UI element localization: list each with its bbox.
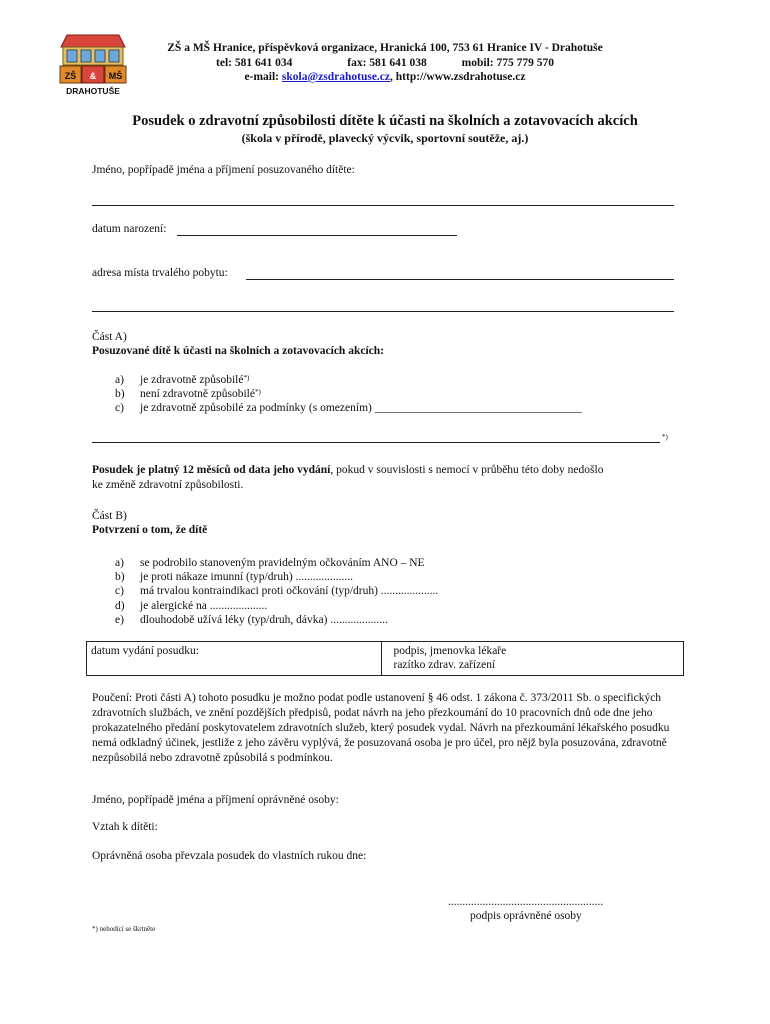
part-a-list xyxy=(115,373,582,416)
part-b-item[interactable] xyxy=(115,556,438,570)
header-address: ZŠ a MŠ Hranice, příspěvková organizace, Hranická 100, 753 61 Hranice IV - Drahotuše xyxy=(167,42,603,54)
guardian-name-label: Jméno, popřípadě jména a příjmení oprávněné osoby: xyxy=(92,794,339,806)
validity-bold: Posudek je platný 12 měsíců od data jeho vydání xyxy=(92,464,331,476)
logo-text-amp: & xyxy=(89,71,97,81)
header-contacts xyxy=(130,56,640,71)
part-a-item[interactable] xyxy=(115,387,582,401)
document-subtitle: (škola v přírodě, plavecký výcvik, sportovní soutěže, aj.) xyxy=(241,131,529,145)
item-letter: b) xyxy=(115,571,125,584)
table-divider xyxy=(381,642,390,675)
item-text: je proti nákaze imunní (typ/druh) .................... xyxy=(140,571,354,584)
logo-text-ms: MŠ xyxy=(108,71,123,81)
item-footnote-mark: *) xyxy=(243,374,250,382)
item-letter: a) xyxy=(115,374,124,386)
validity-rest: , pokud v souvislosti s nemocí v průběhu této doby nedošlo xyxy=(330,464,604,476)
web-address: , http://www.zsdrahotuse.cz xyxy=(390,71,526,83)
validity-note xyxy=(92,463,682,493)
relation-label: Vztah k dítěti: xyxy=(92,821,158,833)
item-text: je zdravotně způsobilé za podmínky (s omezením) ____________________________________ xyxy=(140,402,582,415)
doctor-stamp-label: razítko zdrav. zařízení xyxy=(393,659,496,671)
address-line-1[interactable] xyxy=(246,279,674,280)
validity-line2: ke změně zdravotní způsobilosti. xyxy=(92,479,244,491)
item-letter: d) xyxy=(115,599,125,612)
part-a-item[interactable] xyxy=(115,401,582,415)
restriction-line[interactable] xyxy=(92,442,660,443)
item-text: je alergické na .................... xyxy=(140,599,268,612)
address-line-2[interactable] xyxy=(92,311,674,312)
item-text: má trvalou kontraindikaci proti očkování (typ/druh) .................... xyxy=(140,585,439,598)
issue-date-label: datum vydání posudku: xyxy=(91,645,199,657)
item-letter: c) xyxy=(115,585,124,598)
school-logo xyxy=(57,31,129,97)
part-b-item[interactable] xyxy=(115,599,438,613)
item-text: není zdravotně způsobilé xyxy=(140,388,255,401)
part-b-heading: Část B) xyxy=(92,510,127,522)
signature-table xyxy=(86,641,684,676)
doctor-signature-cell[interactable] xyxy=(390,642,684,675)
part-a-heading: Část A) xyxy=(92,331,127,343)
child-name-label: Jméno, popřípadě jména a příjmení posuzovaného dítěte: xyxy=(92,164,355,176)
item-letter: a) xyxy=(115,557,124,569)
part-b-list xyxy=(115,556,438,627)
part-b-subheading: Potvrzení o tom, že dítě xyxy=(92,524,208,536)
restriction-footnote-mark: *) xyxy=(662,433,668,441)
child-name-line[interactable] xyxy=(92,205,674,206)
school-header xyxy=(130,41,640,85)
received-label: Oprávněná osoba převzala posudek do vlastních rukou dne: xyxy=(92,850,367,862)
part-b-item[interactable] xyxy=(115,613,438,627)
document-title: Posudek o zdravotní způsobilosti dítěte k účasti na školních a zotavovacích akcích xyxy=(132,113,638,129)
header-email-line xyxy=(130,70,640,85)
guardian-signature-dots[interactable]: ...................................................... xyxy=(448,896,604,908)
part-b-item[interactable] xyxy=(115,570,438,584)
birth-date-line[interactable] xyxy=(177,235,457,236)
doctor-signature-label: podpis, jmenovka lékaře xyxy=(393,645,507,657)
address-label: adresa místa trvalého pobytu: xyxy=(92,267,228,279)
logo-name: DRAHOTUŠE xyxy=(66,86,120,96)
guardian-signature-label: podpis oprávněné osoby xyxy=(470,910,582,922)
part-b-item[interactable] xyxy=(115,584,438,598)
birth-date-label: datum narození: xyxy=(92,223,167,235)
item-text: je zdravotně způsobilé xyxy=(140,374,244,386)
logo-text-zs: ZŠ xyxy=(64,71,77,81)
header-tel: tel: 581 641 034 xyxy=(216,56,293,69)
header-fax: fax: 581 641 038 xyxy=(347,56,427,69)
item-letter: e) xyxy=(115,613,124,626)
item-letter: b) xyxy=(115,388,125,401)
email-label: e-mail: xyxy=(244,71,282,83)
item-text: dlouhodobě užívá léky (typ/druh, dávka) .................... xyxy=(140,613,388,626)
part-a-item[interactable] xyxy=(115,373,582,387)
legal-notice: Poučení: Proti části A) tohoto posudku je možno podat podle ustanovení § 46 odst. 1 zákona č. 373/2011 Sb. o specifických zdravotních službách, ve znění pozdějších předpisů, podat návrh na jeho přezkoumání do 10 pracovních dnů ode dne jeho prokazatelného předání poskytovatelem zdravotních služeb, který posudek vydal. Návrh na přezkoumání lékařského posudku nemá odkladný účinek, jestliže z jeho závěru vyplývá, že posuzovaná osoba je pro účel, pro nějž byla posuzována, zdravotně nezpůsobilá nebo zdravotně způsobilá s podmínkou. xyxy=(92,692,670,764)
issue-date-cell[interactable] xyxy=(87,642,381,675)
part-a-subheading: Posuzované dítě k účasti na školních a zotavovacích akcích: xyxy=(92,345,384,357)
header-mobil: mobil: 775 779 570 xyxy=(461,56,554,69)
email-link[interactable]: skola@zsdrahotuse.cz xyxy=(281,71,391,83)
item-letter: c) xyxy=(115,402,124,415)
item-footnote-mark: *) xyxy=(254,388,261,397)
item-text: se podrobilo stanoveným pravidelným očkováním ANO – NE xyxy=(140,557,425,569)
footnote: *) nehodící se škrtněte xyxy=(92,925,156,933)
